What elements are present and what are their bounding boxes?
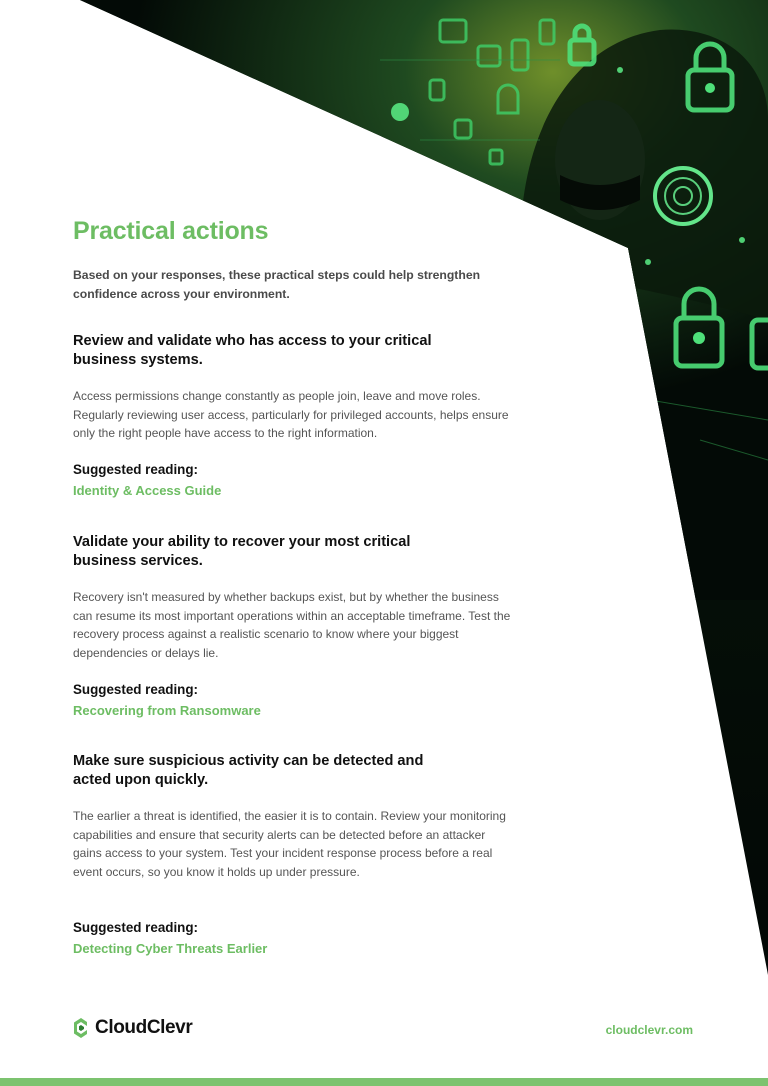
website-link[interactable]: cloudclevr.com [605,1023,693,1037]
cloudclevr-logo-icon [73,1017,89,1039]
action-body-detection: The earlier a threat is identified, the easier it is to contain. Review your monitoring capabilities and ensure that security alerts can be detected before an attacker gains access to your system. Test your incident response process before a real event occurs, so you know it holds up under pressure. [73,809,506,879]
bottom-accent-bar [0,1078,768,1086]
suggested-reading-recovery [73,682,261,718]
action-title-recovery: Validate your ability to recover your most critical business services. [73,534,411,569]
suggested-reading-label: Suggested reading: [73,920,198,935]
identity-access-guide-link[interactable]: Identity & Access Guide [73,483,222,498]
detecting-cyber-threats-link[interactable]: Detecting Cyber Threats Earlier [73,941,268,956]
recovering-from-ransomware-link[interactable]: Recovering from Ransomware [73,703,261,718]
action-body-access: Access permissions change constantly as people join, leave and move roles. Regularly reviewing user access, particularly for privileged accounts, helps ensure only the right people have access to the right information. [73,389,509,440]
suggested-reading-label: Suggested reading: [73,682,198,697]
intro-text: Based on your responses, these practical steps could help strengthen confidence across your environment. [73,268,481,301]
logo-text: CloudClevr [95,1017,193,1038]
suggested-reading-detection [73,920,267,956]
action-body-recovery: Recovery isn't measured by whether backups exist, but by whether the business can resume its most important operations within an acceptable timeframe. Test the recovery process against a realistic scenario to know where your biggest dependencies or delays lie. [73,590,511,660]
action-title-detection: Make sure suspicious activity can be detected and acted upon quickly. [73,753,424,788]
suggested-reading-label: Suggested reading: [73,462,198,477]
action-title-access: Review and validate who has access to your critical business systems. [73,333,432,368]
cloudclevr-logo [73,1017,192,1039]
suggested-reading-access [73,462,221,498]
page-title: Practical actions [73,217,269,245]
